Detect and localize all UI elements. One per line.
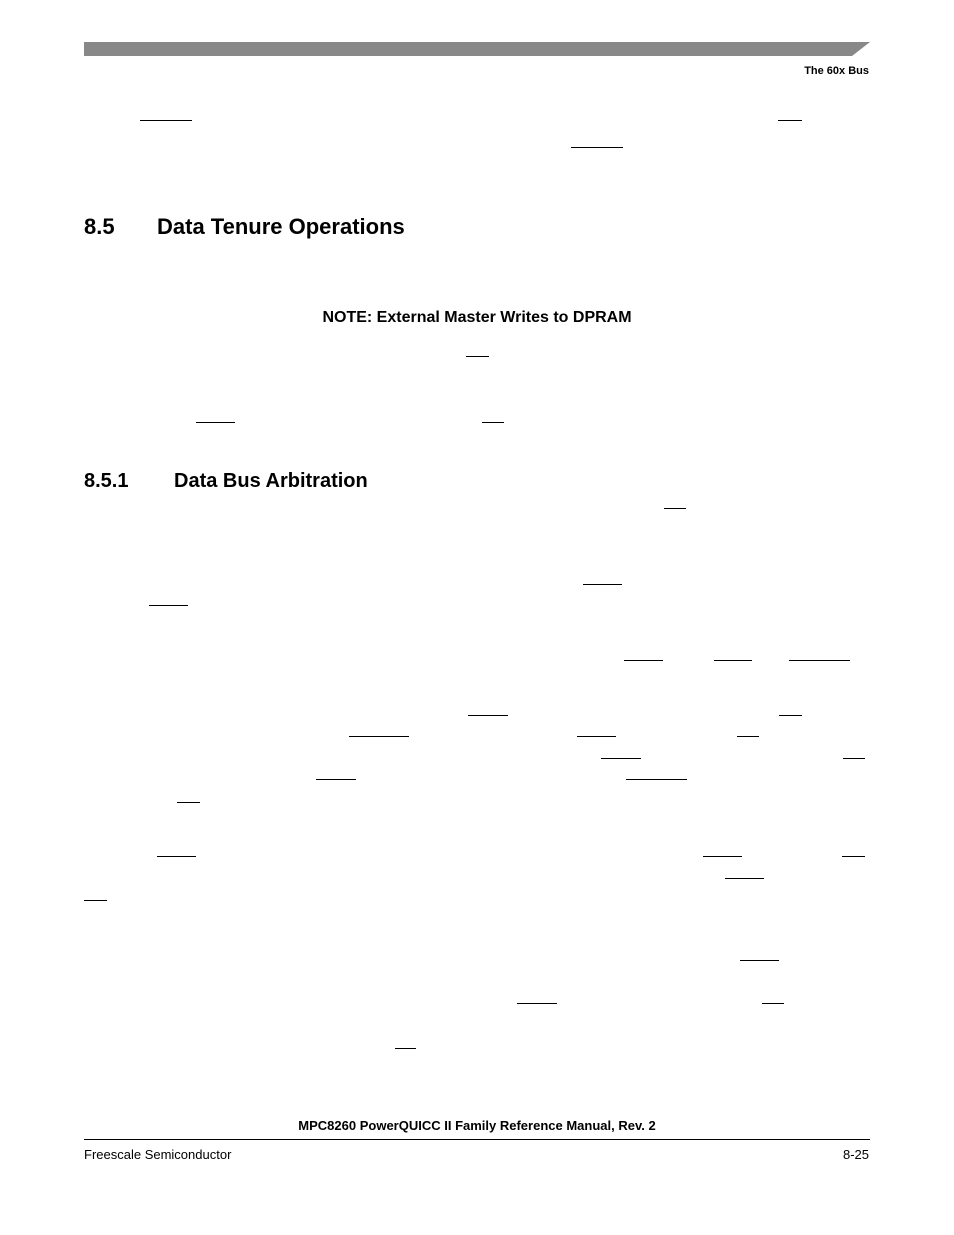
signal-overbar [577, 736, 616, 737]
signal-overbar [517, 1003, 557, 1004]
signal-overbar [84, 900, 107, 901]
signal-overbar [149, 605, 188, 606]
footer-company: Freescale Semiconductor [84, 1147, 232, 1162]
signal-overbar [583, 584, 622, 585]
signal-overbar [714, 660, 752, 661]
signal-overbar [842, 856, 865, 857]
footer-divider [84, 1139, 870, 1140]
signal-overbar [349, 736, 409, 737]
subsection-number: 8.5.1 [84, 470, 129, 492]
signal-overbar [737, 736, 759, 737]
signal-overbar [601, 758, 641, 759]
signal-overbar [316, 779, 356, 780]
signal-overbar [157, 856, 196, 857]
header-bar [84, 42, 870, 56]
signal-overbar [778, 120, 802, 121]
signal-overbar [177, 802, 200, 803]
section-title: Data Tenure Operations [157, 214, 405, 239]
page-number: 8-25 [842, 1147, 869, 1162]
signal-overbar [482, 422, 504, 423]
signal-overbar [196, 422, 235, 423]
signal-overbar [843, 758, 865, 759]
signal-overbar [789, 660, 850, 661]
signal-overbar [571, 147, 623, 148]
running-head: The 60x Bus [804, 65, 869, 77]
signal-overbar [395, 1048, 416, 1049]
signal-overbar [626, 779, 687, 780]
signal-overbar [140, 120, 192, 121]
footer-manual-title: MPC8260 PowerQUICC II Family Reference Manual, Rev. 2 [298, 1118, 656, 1133]
signal-overbar [740, 960, 779, 961]
signal-overbar [624, 660, 663, 661]
section-number: 8.5 [84, 214, 115, 239]
signal-overbar [466, 356, 489, 357]
note-title: NOTE: External Master Writes to DPRAM [322, 309, 632, 326]
signal-overbar [762, 1003, 784, 1004]
signal-overbar [664, 508, 686, 509]
signal-overbar [468, 715, 508, 716]
signal-overbar [703, 856, 742, 857]
signal-overbar [725, 878, 764, 879]
signal-overbar [779, 715, 802, 716]
subsection-title: Data Bus Arbitration [174, 470, 368, 492]
